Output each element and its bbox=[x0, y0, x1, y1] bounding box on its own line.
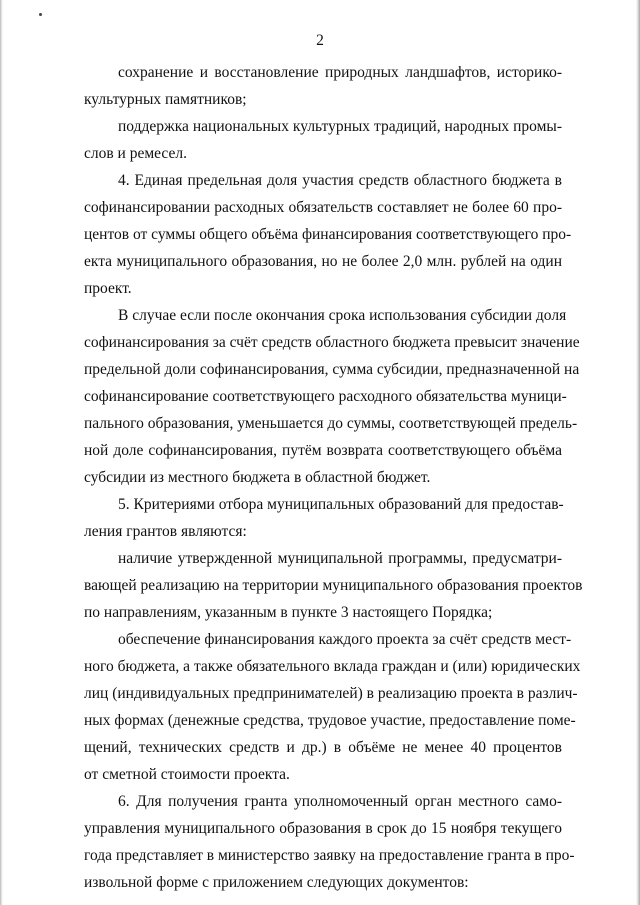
text-line: лиц (индивидуальных предпринимателей) в реализацию проекта в различ- bbox=[84, 685, 578, 702]
text-line: центов от суммы общего объёма финансирования соответствующего про- bbox=[84, 226, 572, 243]
text-line: пального образования, уменьшается до суммы, соответствующей предель- bbox=[84, 415, 578, 432]
text-line: ления грантов являются: bbox=[84, 523, 247, 540]
text-line: ной доле софинансирования, путём возврата соответствующего объёма bbox=[84, 442, 562, 459]
text-line: софинансировании расходных обязательств составляет не более 60 про- bbox=[84, 199, 562, 216]
text-line: извольной форме с приложением следующих документов: bbox=[84, 874, 469, 891]
text-line: от сметной стоимости проекта. bbox=[84, 766, 290, 783]
text-line: наличие утвержденной муниципальной программы, предусматри- bbox=[118, 550, 562, 567]
text-line: поддержка национальных культурных традиций, народных промы- bbox=[118, 118, 562, 135]
text-line: управления муниципального образования в срок до 15 ноября текущего bbox=[84, 820, 562, 837]
text-line: щений, технических средств и др.) в объёме не менее 40 процентов bbox=[84, 739, 562, 756]
text-line: 6. Для получения гранта уполномоченный орган местного само- bbox=[118, 793, 562, 810]
text-line: предельной доли софинансирования, сумма субсидии, предназначенной на bbox=[84, 361, 580, 378]
text-line: софинансирования за счёт средств областного бюджета превысит значение bbox=[84, 334, 580, 351]
text-line: ного бюджета, а также обязательного вклада граждан и (или) юридических bbox=[84, 658, 581, 675]
text-line: субсидии из местного бюджета в областной бюджет. bbox=[84, 469, 431, 486]
text-line: 4. Единая предельная доля участия средств областного бюджета в bbox=[118, 172, 562, 189]
text-line: ных формах (денежные средства, трудовое участие, предоставление поме- bbox=[84, 712, 576, 729]
text-line: 5. Критериями отбора муниципальных образований для предостав- bbox=[118, 496, 564, 513]
text-line: софинансирование соответствующего расходного обязательства муници- bbox=[84, 388, 567, 405]
text-line: культурных памятников; bbox=[84, 91, 247, 108]
text-line: обеспечение финансирования каждого проекта за счёт средств мест- bbox=[118, 631, 572, 648]
text-line: сохранение и восстановление природных ландшафтов, историко- bbox=[118, 64, 562, 81]
page-number: 2 bbox=[316, 32, 324, 49]
text-line: года представляет в министерство заявку на предоставление гранта в про- bbox=[84, 847, 575, 864]
text-line: екта муниципального образования, но не более 2,0 млн. рублей на один bbox=[84, 253, 562, 270]
text-line: вающей реализацию на территории муниципального образования проектов bbox=[84, 577, 583, 594]
text-line: В случае если после окончания срока использования субсидии доля bbox=[118, 307, 567, 324]
text-line: слов и ремесел. bbox=[84, 145, 187, 162]
text-line: проект. bbox=[84, 280, 132, 297]
text-line: по направлениям, указанным в пункте 3 настоящего Порядка; bbox=[84, 604, 493, 621]
